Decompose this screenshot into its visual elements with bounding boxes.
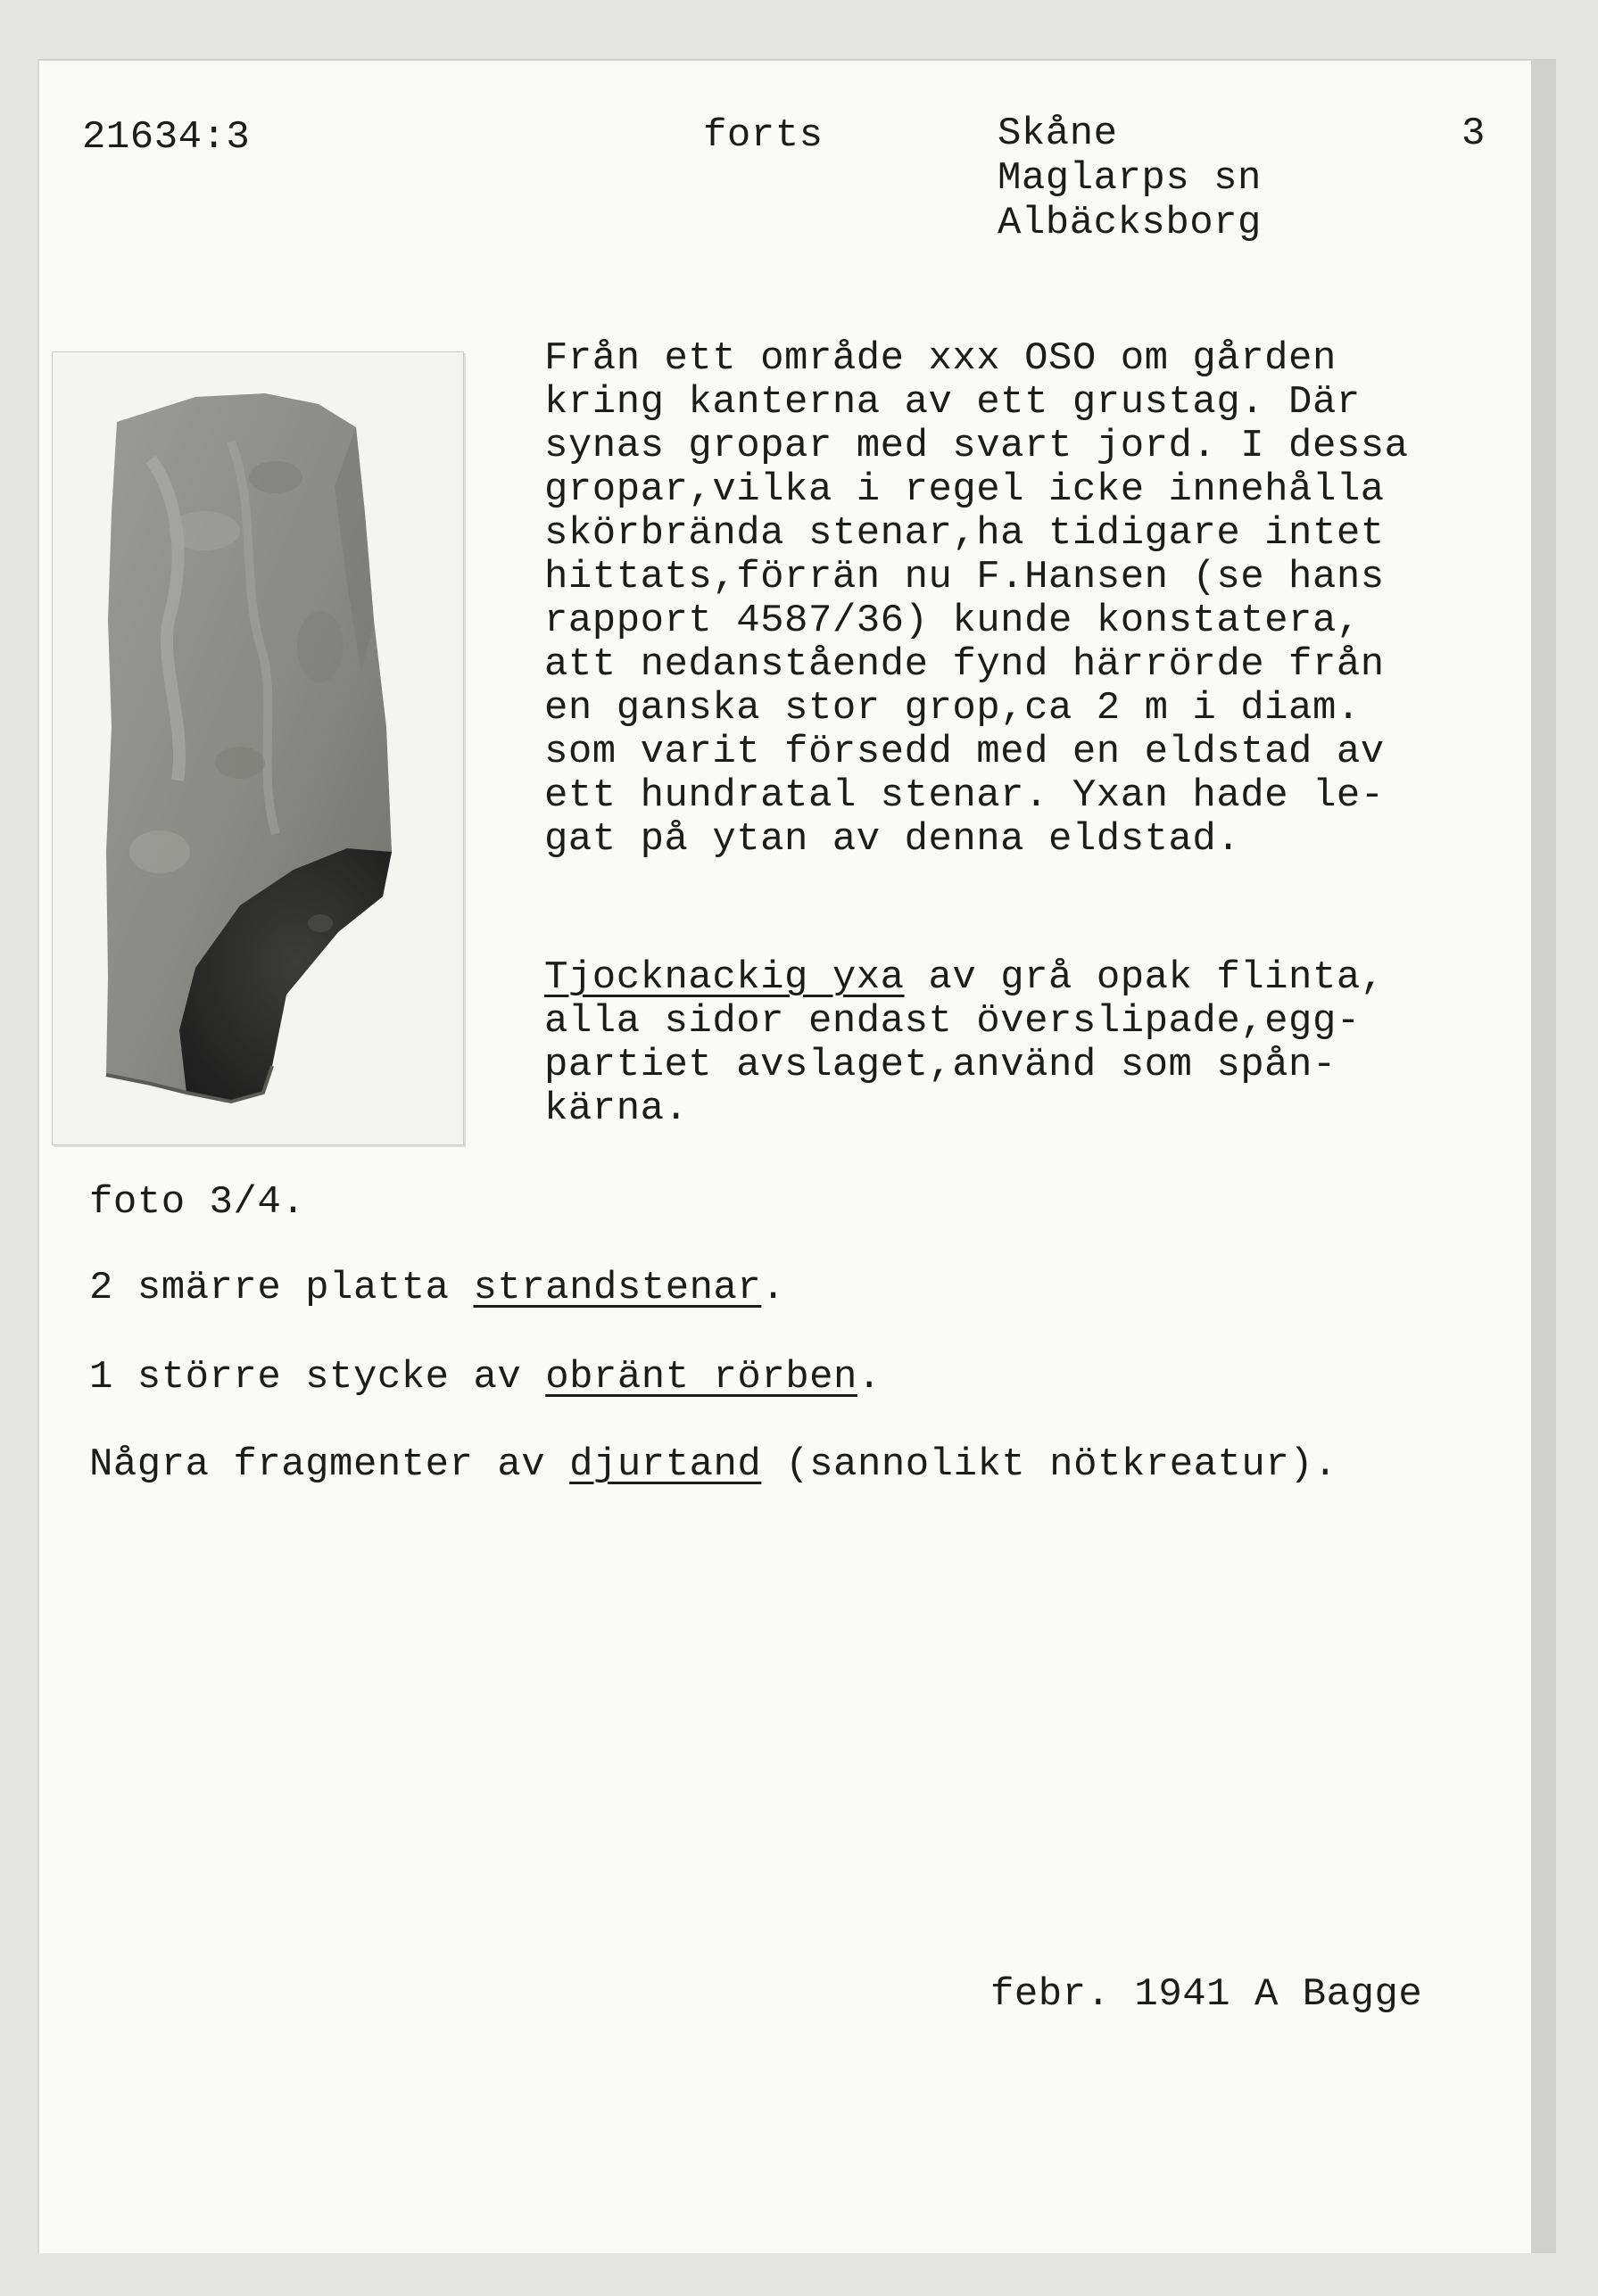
description-line: som varit försedd med en eldstad av bbox=[544, 730, 1385, 774]
item-punctuation: . bbox=[857, 1355, 882, 1400]
item-name: djurtand bbox=[569, 1442, 762, 1487]
catalog-number: 21634:3 bbox=[82, 115, 251, 160]
description-line: en ganska stor grop,ca 2 m i diam. bbox=[544, 686, 1361, 731]
description-line: gat på ytan av denna eldstad. bbox=[544, 817, 1241, 862]
description-line: rapport 4587/36) kunde konstatera, bbox=[544, 599, 1361, 643]
page-number: 3 bbox=[1461, 111, 1486, 156]
description-line: gropar,vilka i regel icke innehålla bbox=[544, 467, 1385, 512]
item-punctuation: (sannolikt nötkreatur). bbox=[761, 1442, 1338, 1487]
description-line: kring kanterna av ett grustag. Där bbox=[544, 380, 1361, 425]
item-quantity-text: 1 större stycke av bbox=[89, 1355, 546, 1400]
description-line: ett hundratal stenar. Yxan hade le- bbox=[544, 773, 1385, 818]
item-quantity-text: 2 smärre platta bbox=[89, 1266, 474, 1310]
site-name: Albäcksborg bbox=[998, 201, 1262, 245]
axe-entry-line: kärna. bbox=[544, 1086, 689, 1131]
item-quantity-text: Några fragmenter av bbox=[89, 1442, 570, 1487]
parish: Maglarps sn bbox=[998, 156, 1262, 201]
province: Skåne bbox=[998, 111, 1118, 156]
item-name: obränt rörben bbox=[545, 1355, 857, 1400]
description-line: att nedanstående fynd härrörde från bbox=[544, 642, 1385, 687]
item-line bbox=[89, 1267, 785, 1310]
description-line: skörbrända stenar,ha tidigare intet bbox=[544, 511, 1385, 556]
axe-title: Tjocknackig yxa bbox=[544, 955, 905, 1000]
continuation-label: forts bbox=[703, 113, 824, 158]
item-punctuation: . bbox=[761, 1266, 786, 1310]
photo-note: foto 3/4. bbox=[89, 1180, 306, 1225]
description-line: Från ett område xxx OSO om gården bbox=[544, 336, 1337, 381]
axe-entry-line: partiet avslaget,använd som spån- bbox=[544, 1043, 1337, 1087]
description-line: hittats,förrän nu F.Hansen (se hans bbox=[544, 555, 1385, 599]
date-signature: febr. 1941 A Bagge bbox=[990, 1972, 1423, 2017]
axe-photograph bbox=[52, 351, 464, 1145]
description-line: synas gropar med svart jord. I dessa bbox=[544, 424, 1409, 468]
card-edge-shadow bbox=[1529, 59, 1556, 2253]
axe-entry-line: alla sidor endast överslipade,egg- bbox=[544, 999, 1361, 1044]
flint-axe-image bbox=[53, 352, 463, 1144]
item-line bbox=[89, 1356, 882, 1400]
axe-material: av grå opak flinta, bbox=[904, 955, 1385, 1000]
axe-entry-line bbox=[544, 956, 1385, 1000]
item-line bbox=[89, 1443, 1337, 1487]
item-name: strandstenar bbox=[473, 1266, 762, 1310]
catalog-card bbox=[37, 59, 1531, 2253]
